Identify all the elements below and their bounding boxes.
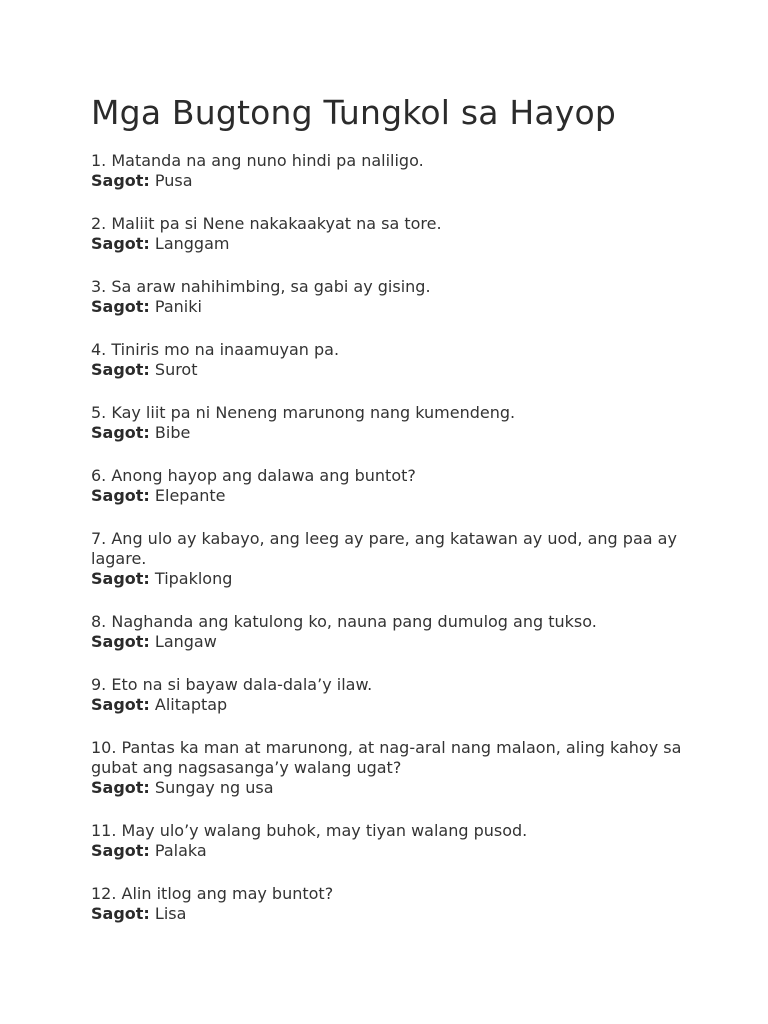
riddle-item [91, 151, 691, 191]
riddle-answer-line [91, 423, 691, 443]
riddle-answer: Sungay ng usa [154, 778, 274, 797]
answer-label: Sagot: [91, 360, 150, 379]
riddle-answer: Langaw [154, 632, 217, 651]
riddle-answer-line [91, 234, 691, 254]
riddle-answer-line [91, 360, 691, 380]
riddle-question: 2. Maliit pa si Nene nakakaakyat na sa tore. [91, 214, 442, 233]
riddle-answer: Lisa [154, 904, 187, 923]
riddle-answer-line [91, 778, 691, 798]
riddle-question: 11. May ulo’y walang buhok, may tiyan walang pusod. [91, 821, 528, 840]
riddle-answer: Langgam [154, 234, 230, 253]
riddle-answer: Palaka [154, 841, 207, 860]
riddle-question: 4. Tiniris mo na inaamuyan pa. [91, 340, 340, 359]
answer-label: Sagot: [91, 695, 150, 714]
riddle-question: 1. Matanda na ang nuno hindi pa naliligo. [91, 151, 424, 170]
riddle-question: 10. Pantas ka man at marunong, at nag-aral nang malaon, aling kahoy sa gubat ang nagsasanga’y walang ugat? [91, 738, 682, 777]
riddle-answer: Bibe [154, 423, 191, 442]
riddle-question: 7. Ang ulo ay kabayo, ang leeg ay pare, ang katawan ay uod, ang paa ay lagare. [91, 529, 677, 568]
riddle-question: 3. Sa araw nahihimbing, sa gabi ay gising. [91, 277, 431, 296]
page-title: Mga Bugtong Tungkol sa Hayop [91, 93, 617, 132]
riddle-answer-line [91, 569, 691, 589]
riddle-answer: Paniki [154, 297, 202, 316]
riddle-item [91, 612, 691, 652]
answer-label: Sagot: [91, 904, 150, 923]
riddle-list [91, 151, 691, 924]
riddle-item [91, 675, 691, 715]
riddle-question: 9. Eto na si bayaw dala-dala’y ilaw. [91, 675, 373, 694]
riddle-item [91, 529, 691, 589]
riddle-question: 5. Kay liit pa ni Neneng marunong nang kumendeng. [91, 403, 516, 422]
riddle-answer-line [91, 486, 691, 506]
riddle-answer: Pusa [154, 171, 193, 190]
answer-label: Sagot: [91, 297, 150, 316]
riddle-answer-line [91, 171, 691, 191]
riddle-item [91, 821, 691, 861]
answer-label: Sagot: [91, 632, 150, 651]
answer-label: Sagot: [91, 171, 150, 190]
answer-label: Sagot: [91, 234, 150, 253]
riddle-answer-line [91, 695, 691, 715]
answer-label: Sagot: [91, 569, 150, 588]
riddle-question: 8. Naghanda ang katulong ko, nauna pang dumulog ang tukso. [91, 612, 597, 631]
riddle-question: 12. Alin itlog ang may buntot? [91, 884, 334, 903]
riddle-item [91, 884, 691, 924]
riddle-answer-line [91, 841, 691, 861]
riddle-item [91, 738, 691, 798]
riddle-answer-line [91, 632, 691, 652]
answer-label: Sagot: [91, 778, 150, 797]
riddle-answer: Alitaptap [154, 695, 228, 714]
riddle-answer: Surot [154, 360, 198, 379]
answer-label: Sagot: [91, 486, 150, 505]
riddle-item [91, 403, 691, 443]
document-page [91, 93, 691, 947]
riddle-question: 6. Anong hayop ang dalawa ang buntot? [91, 466, 416, 485]
answer-label: Sagot: [91, 841, 150, 860]
riddle-item [91, 466, 691, 506]
riddle-item [91, 277, 691, 317]
riddle-item [91, 214, 691, 254]
riddle-answer-line [91, 297, 691, 317]
riddle-answer: Tipaklong [154, 569, 233, 588]
riddle-answer-line [91, 904, 691, 924]
answer-label: Sagot: [91, 423, 150, 442]
riddle-item [91, 340, 691, 380]
riddle-answer: Elepante [154, 486, 226, 505]
